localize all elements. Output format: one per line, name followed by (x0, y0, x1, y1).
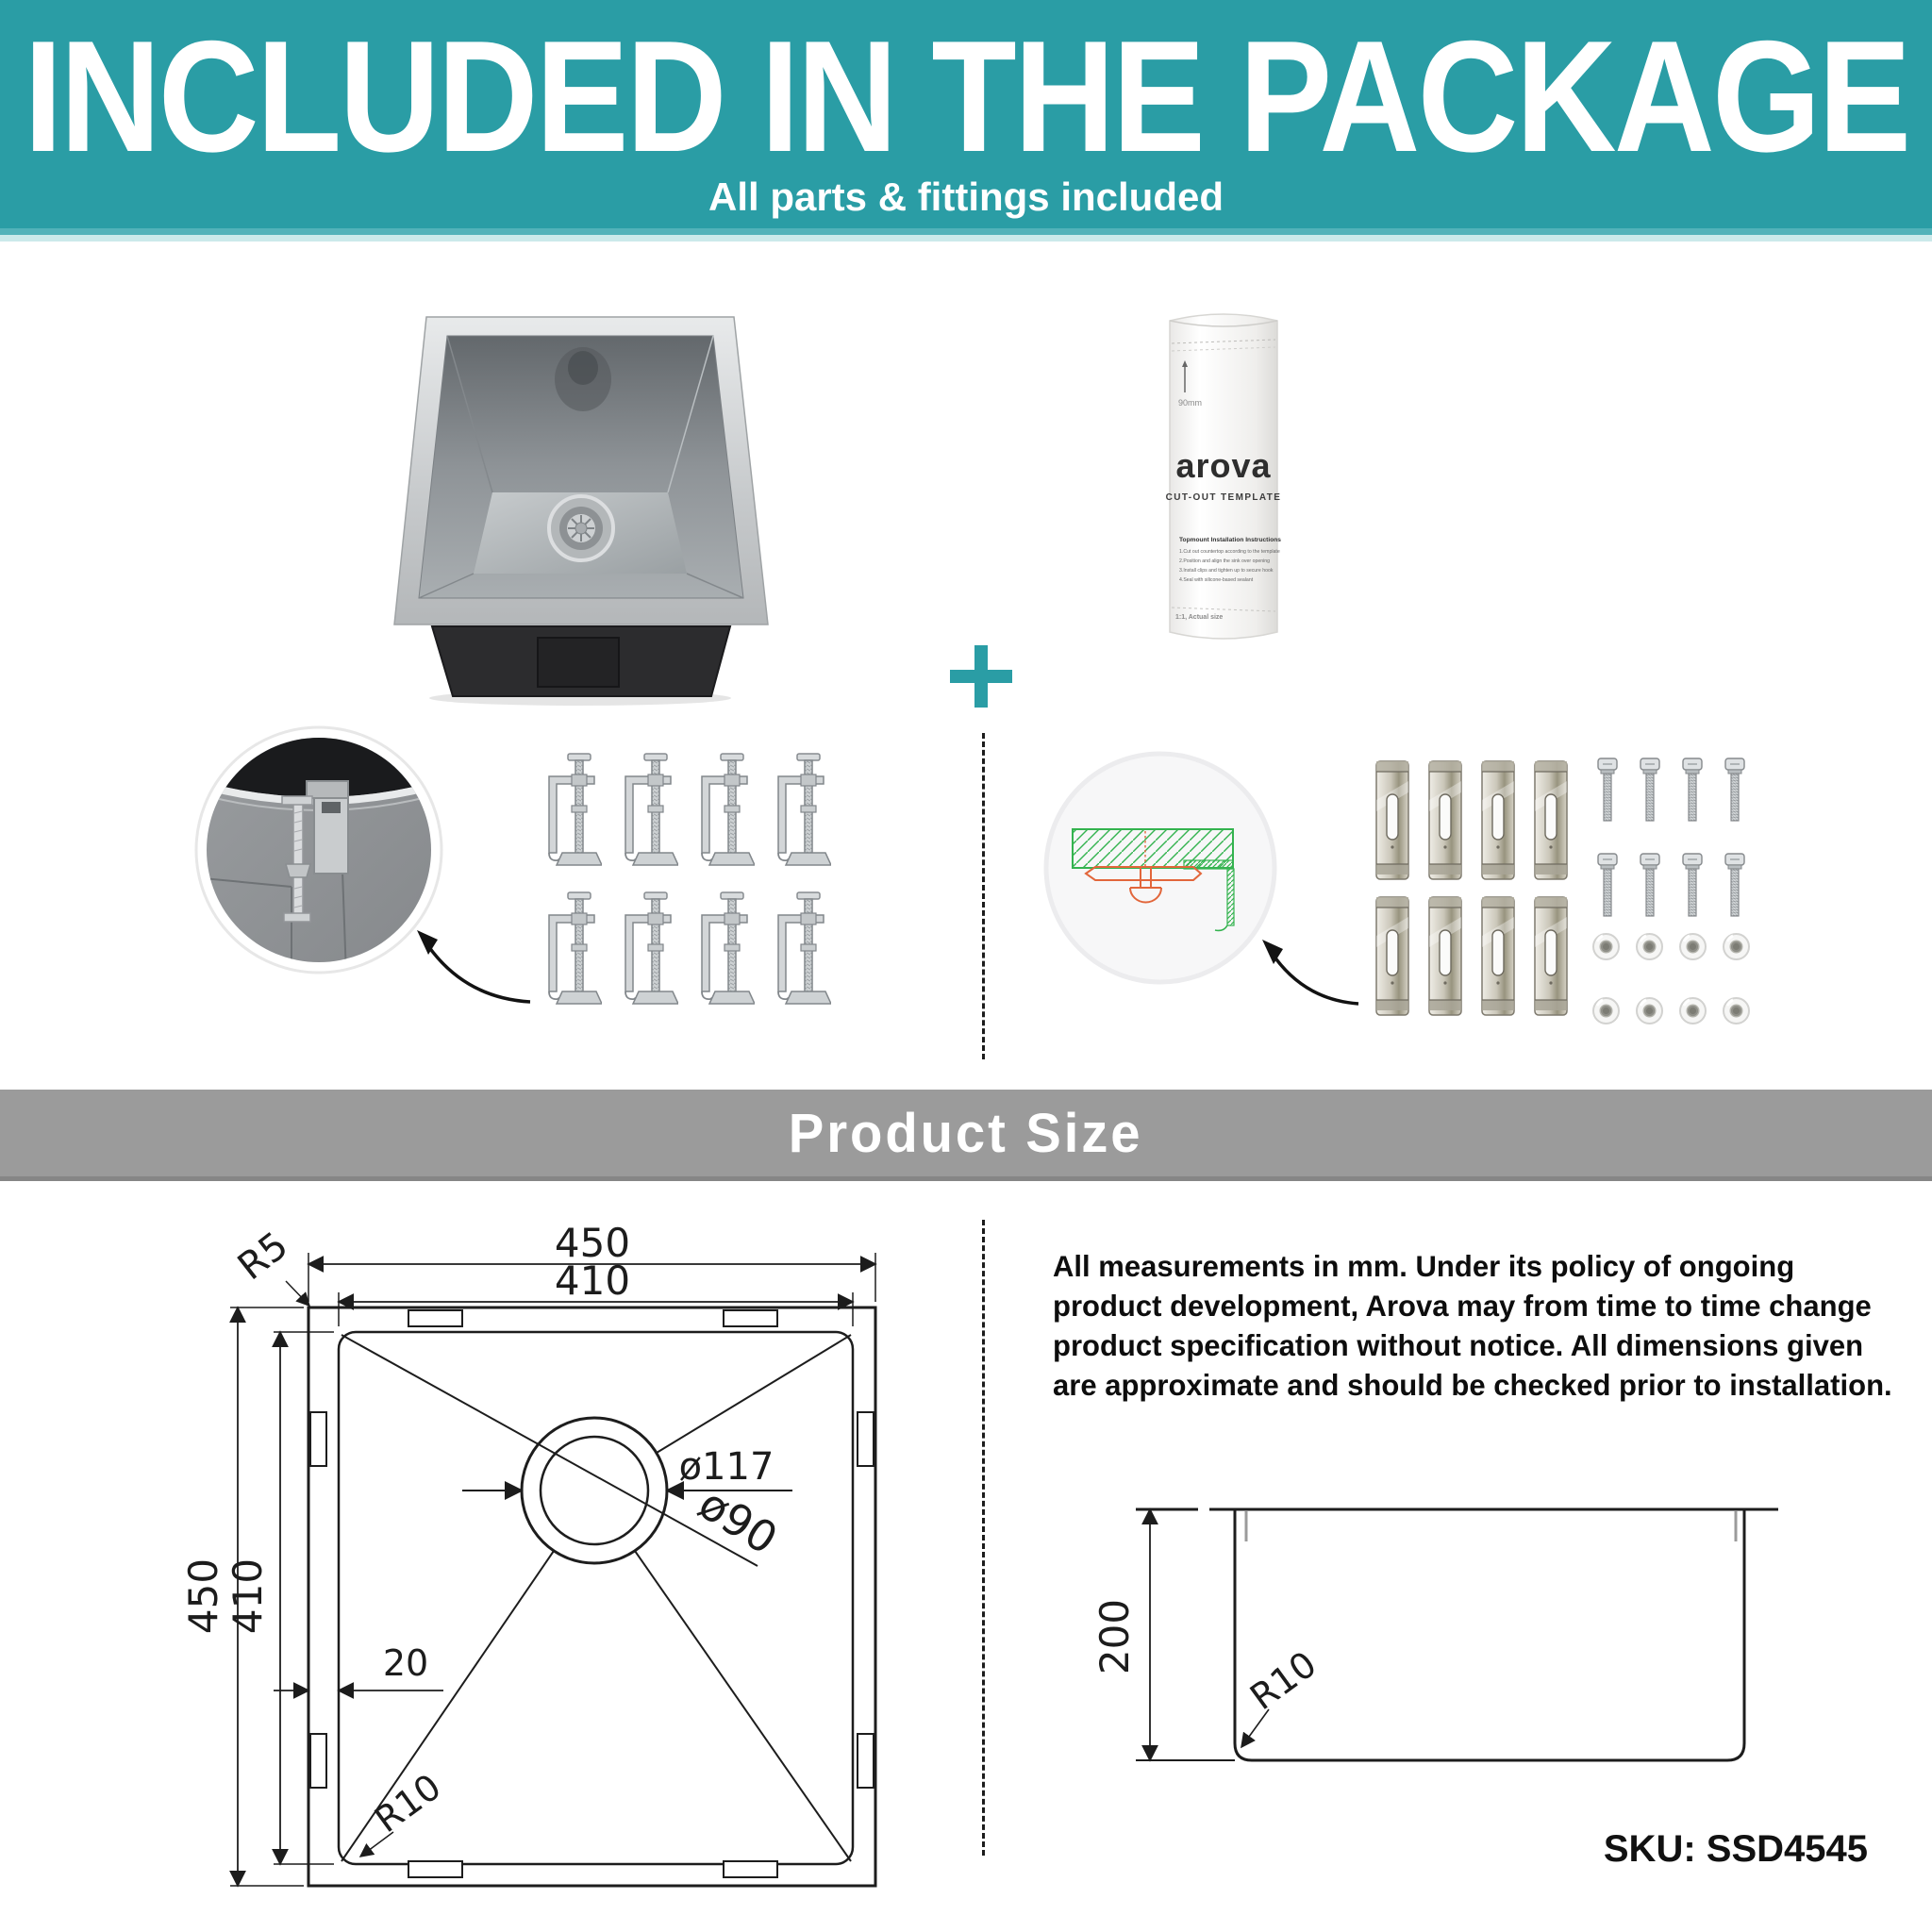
washer-icon (1591, 996, 1621, 1025)
bolt-icon (1722, 757, 1748, 824)
arrow-to-detail-right (1247, 913, 1370, 1017)
washer-icon (1678, 996, 1707, 1025)
topmount-clip-icon (1426, 894, 1464, 1018)
topmount-clip-icon (1374, 758, 1411, 882)
roll-instruction-line: 1.Cut out countertop according to the template (1179, 549, 1280, 555)
topmount-clip-icon (1479, 758, 1517, 882)
undermount-clamp-icon (543, 749, 602, 870)
sink-product-image (387, 313, 792, 709)
roll-instruction-line: 2.Position and align the sink over opening (1179, 558, 1271, 564)
topmount-clips-grid (1374, 758, 1577, 1019)
product-size-banner (0, 1090, 1932, 1181)
side-view-drawing (1075, 1472, 1830, 1792)
roll-scale-note: 1:1, Actual size (1175, 614, 1224, 621)
topmount-clip-icon (1532, 894, 1570, 1018)
dim-inner-height: 410 (225, 1557, 271, 1635)
dim-drain-outer: ø117 (678, 1445, 774, 1489)
dim-depth: 200 (1091, 1598, 1138, 1675)
washer-icon (1678, 932, 1707, 961)
header-band (0, 0, 1932, 243)
undermount-clamp-icon (543, 888, 602, 1008)
top-view-drawing (132, 1208, 962, 1924)
undermount-clamp-icon (696, 749, 755, 870)
bolt-icon (1594, 852, 1621, 920)
dim-rim-width: 20 (382, 1642, 429, 1684)
washer-icon (1722, 996, 1751, 1025)
washers-grid (1591, 932, 1754, 1028)
washer-icon (1591, 932, 1621, 961)
undermount-clamp-icon (620, 749, 678, 870)
topmount-clip-icon (1532, 758, 1570, 882)
undermount-clamps-grid (543, 749, 845, 1009)
washer-icon (1722, 932, 1751, 961)
arrow-to-detail-left (406, 906, 547, 1014)
plus-icon (950, 670, 1012, 683)
dim-drain-inner: ø90 (690, 1477, 787, 1565)
washer-icon (1635, 932, 1664, 961)
sku-label: SKU: SSD4545 (1603, 1828, 1868, 1870)
dim-outer-width: 450 (554, 1220, 631, 1266)
bolt-icon (1637, 852, 1663, 920)
arova-logo: arova (1175, 446, 1272, 485)
undermount-clamp-icon (773, 749, 831, 870)
dim-side-corner: R10 (1242, 1642, 1324, 1719)
dim-outer-height: 450 (180, 1557, 226, 1635)
page-title: INCLUDED IN THE PACKAGE (23, 8, 1909, 185)
dim-corner-bowl: R10 (367, 1765, 449, 1841)
roll-instructions-title: Topmount Installation Instructions (1179, 537, 1281, 543)
product-size-title: Product Size (789, 1102, 1143, 1164)
bolt-icon (1722, 852, 1748, 920)
bolt-icon (1594, 757, 1621, 824)
vertical-dashed-divider (982, 733, 985, 1059)
undermount-clamp-icon (773, 888, 831, 1008)
vertical-dashed-divider (982, 1220, 985, 1856)
measurements-disclaimer: All measurements in mm. Under its policy of ongoing product development, Arova may from time to time change product specification without notice. All dimensions given are approximate and should be checked prior to installation. (1053, 1249, 1892, 1402)
bolt-icon (1679, 757, 1706, 824)
undermount-clamp-icon (620, 888, 678, 1008)
roll-instruction-line: 4.Seal with silicone-based sealant (1179, 577, 1254, 583)
undermount-clamp-icon (696, 888, 755, 1008)
cutout-template-roll (1162, 306, 1285, 645)
dim-corner-outer: R5 (229, 1224, 297, 1290)
topmount-clip-icon (1374, 894, 1411, 1018)
bolt-icon (1679, 852, 1706, 920)
dim-inner-width: 410 (554, 1257, 631, 1304)
roll-product-label: CUT-OUT TEMPLATE (1165, 492, 1282, 503)
bolts-grid (1594, 757, 1757, 919)
page-subtitle: All parts & fittings included (708, 175, 1224, 219)
roll-instruction-line: 3.Install clips and tighten up to secure hook (1179, 568, 1274, 574)
topmount-clip-icon (1426, 758, 1464, 882)
topmount-clip-diagram (1042, 750, 1278, 986)
bolt-icon (1637, 757, 1663, 824)
topmount-clip-icon (1479, 894, 1517, 1018)
washer-icon (1635, 996, 1664, 1025)
roll-dim-note: 90mm (1178, 398, 1203, 408)
